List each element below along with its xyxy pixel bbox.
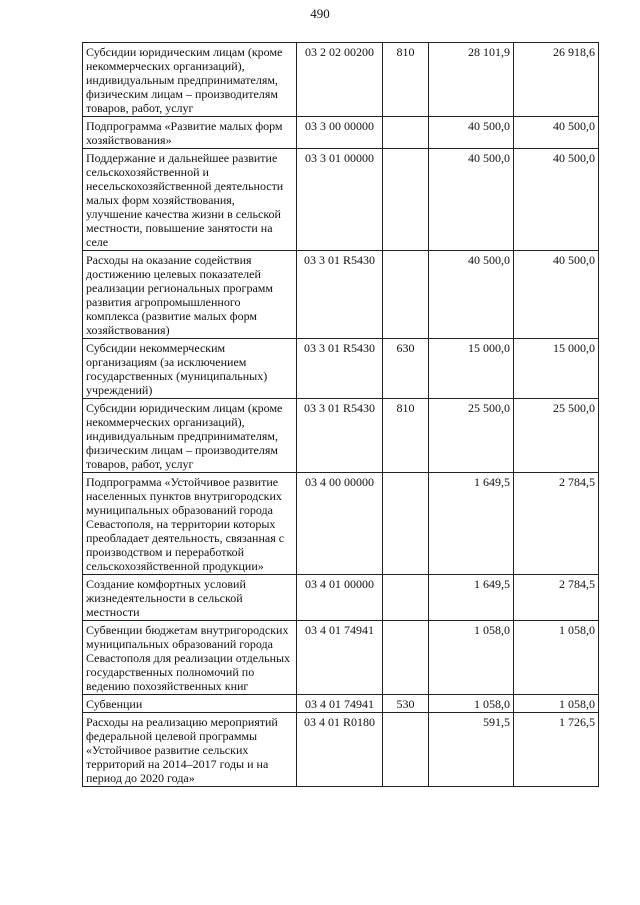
row-expense-type (383, 575, 429, 621)
row-amount-1: 40 500,0 (429, 117, 514, 149)
row-name: Субсидии юридическим лицам (кроме некоммерческих организаций), индивидуальным предпринимателям, физическим лицам – производителям товаров, работ, услуг (83, 399, 297, 473)
row-code: 03 4 01 74941 (297, 621, 383, 695)
table-row (83, 621, 599, 695)
row-expense-type (383, 621, 429, 695)
budget-table (82, 42, 599, 787)
row-code: 03 3 00 00000 (297, 117, 383, 149)
page-number: 490 (310, 6, 330, 21)
row-code: 03 2 02 00200 (297, 43, 383, 117)
row-name: Субсидии юридическим лицам (кроме некоммерческих организаций), индивидуальным предпринимателям, физическим лицам – производителям товаров, работ, услуг (83, 43, 297, 117)
row-name: Поддержание и дальнейшее развитие сельскохозяйственной и несельскохозяйственной деятельности малых форм хозяйствования, улучшение качества жизни в сельской местности, повышение занятости на селе (83, 149, 297, 251)
row-name: Субвенции (83, 695, 297, 713)
row-expense-type (383, 117, 429, 149)
row-amount-2: 15 000,0 (514, 339, 599, 399)
row-amount-1: 28 101,9 (429, 43, 514, 117)
row-code: 03 4 01 74941 (297, 695, 383, 713)
row-amount-1: 15 000,0 (429, 339, 514, 399)
row-expense-type (383, 713, 429, 787)
row-code: 03 3 01 R5430 (297, 251, 383, 339)
budget-table-body (83, 43, 599, 787)
row-expense-type (383, 149, 429, 251)
table-row (83, 117, 599, 149)
row-code: 03 3 01 R5430 (297, 339, 383, 399)
row-name: Субвенции бюджетам внутригородских муниципальных образований города Севастополя для реализации отдельных государственных полномочий по ведению похозяйственных книг (83, 621, 297, 695)
row-amount-1: 40 500,0 (429, 251, 514, 339)
row-expense-type: 630 (383, 339, 429, 399)
row-amount-1: 1 058,0 (429, 695, 514, 713)
row-amount-2: 1 058,0 (514, 695, 599, 713)
row-code: 03 4 00 00000 (297, 473, 383, 575)
table-row (83, 399, 599, 473)
row-name: Подпрограмма «Развитие малых форм хозяйствования» (83, 117, 297, 149)
row-expense-type (383, 473, 429, 575)
table-row (83, 473, 599, 575)
row-amount-1: 40 500,0 (429, 149, 514, 251)
row-amount-2: 26 918,6 (514, 43, 599, 117)
row-name: Подпрограмма «Устойчивое развитие населенных пунктов внутригородских муниципальных образований города Севастополя, на территории которых преобладает деятельность, связанная с производством и переработкой сельскохозяйственной продукции» (83, 473, 297, 575)
table-row (83, 695, 599, 713)
row-amount-2: 40 500,0 (514, 251, 599, 339)
table-row (83, 339, 599, 399)
row-code: 03 3 01 R5430 (297, 399, 383, 473)
row-code: 03 4 01 R0180 (297, 713, 383, 787)
row-amount-2: 2 784,5 (514, 473, 599, 575)
row-amount-2: 40 500,0 (514, 117, 599, 149)
row-code: 03 3 01 00000 (297, 149, 383, 251)
row-amount-2: 1 726,5 (514, 713, 599, 787)
table-row (83, 43, 599, 117)
row-amount-2: 1 058,0 (514, 621, 599, 695)
row-expense-type: 810 (383, 43, 429, 117)
row-expense-type: 530 (383, 695, 429, 713)
row-amount-1: 1 649,5 (429, 575, 514, 621)
row-amount-2: 25 500,0 (514, 399, 599, 473)
row-name: Субсидии некоммерческим организациям (за исключением государственных (муниципальных) учреждений) (83, 339, 297, 399)
table-row (83, 149, 599, 251)
row-amount-1: 1 649,5 (429, 473, 514, 575)
table-row (83, 575, 599, 621)
row-amount-1: 1 058,0 (429, 621, 514, 695)
row-name: Создание комфортных условий жизнедеятельности в сельской местности (83, 575, 297, 621)
table-row (83, 251, 599, 339)
row-code: 03 4 01 00000 (297, 575, 383, 621)
row-amount-2: 40 500,0 (514, 149, 599, 251)
row-amount-1: 591,5 (429, 713, 514, 787)
row-name: Расходы на оказание содействия достижению целевых показателей реализации региональных программ развития агропромышленного комплекса (развитие малых форм хозяйствования) (83, 251, 297, 339)
row-expense-type (383, 251, 429, 339)
row-name: Расходы на реализацию мероприятий федеральной целевой программы «Устойчивое развитие сельских территорий на 2014–2017 годы и на период до 2020 года» (83, 713, 297, 787)
table-row (83, 713, 599, 787)
row-amount-1: 25 500,0 (429, 399, 514, 473)
row-expense-type: 810 (383, 399, 429, 473)
row-amount-2: 2 784,5 (514, 575, 599, 621)
